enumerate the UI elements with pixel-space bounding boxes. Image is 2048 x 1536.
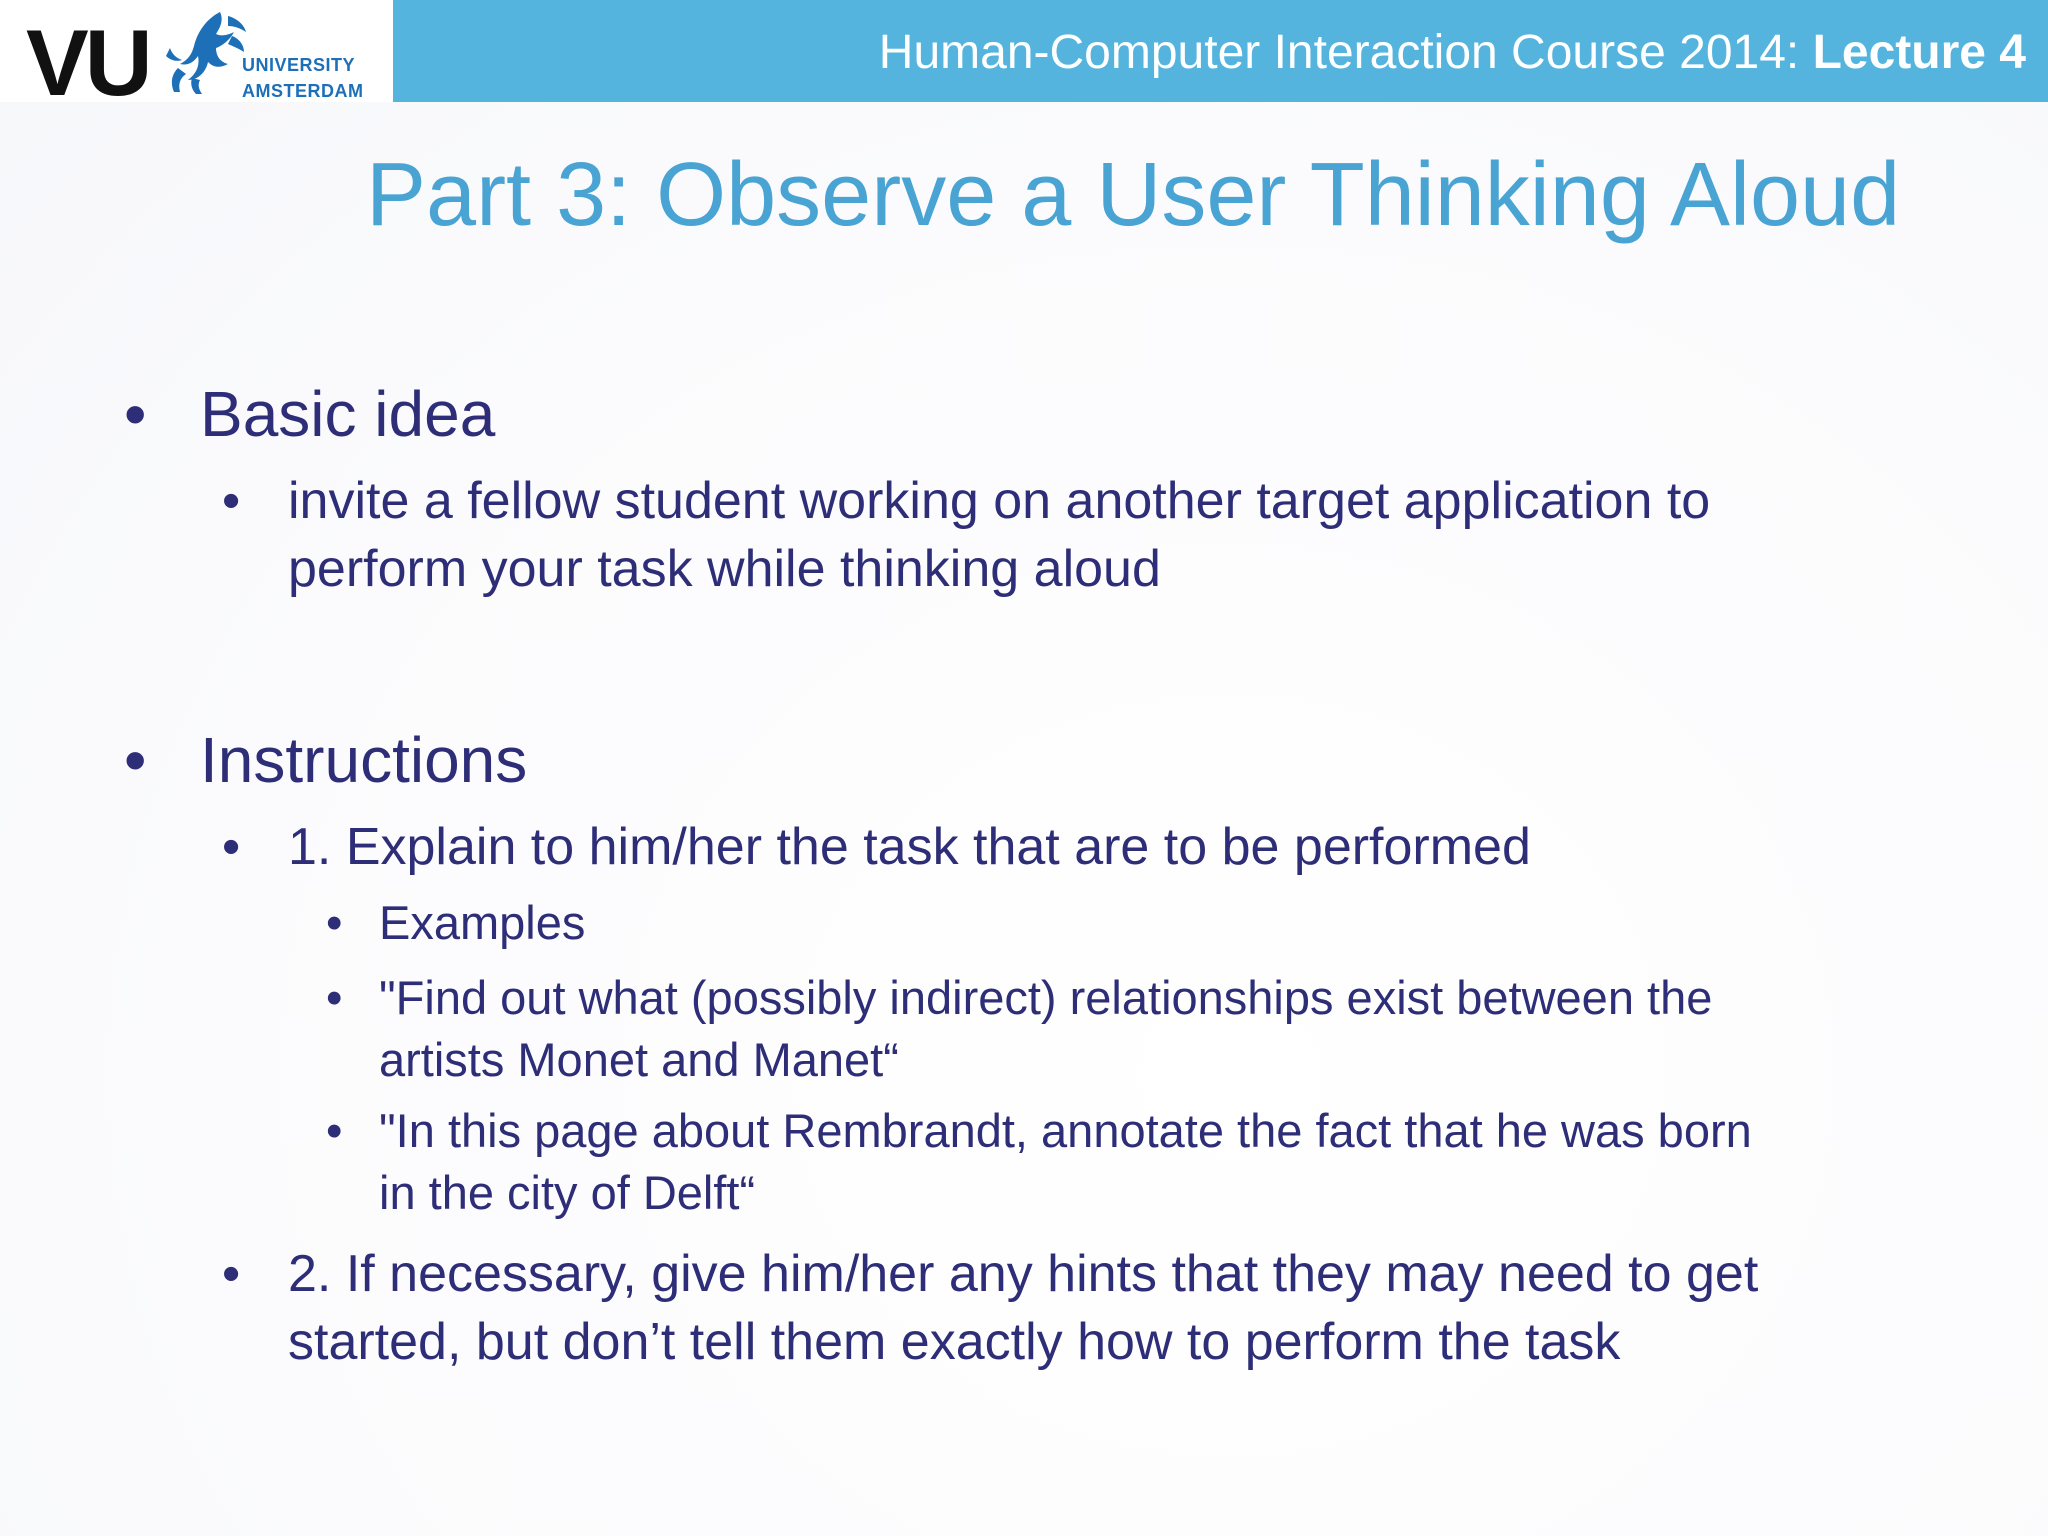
section-heading-instructions: Instructions xyxy=(200,724,528,796)
section-heading-basic-idea: Basic idea xyxy=(200,378,496,450)
bullet-icon: • xyxy=(222,472,241,530)
bullet-icon: • xyxy=(124,378,147,450)
bullet-icon: • xyxy=(222,1245,241,1303)
example-1-line-1: "Find out what (possibly indirect) relationships exist between the xyxy=(379,971,1713,1024)
instruction-1: 1. Explain to him/her the task that are to be performed xyxy=(288,818,1531,876)
logo-line-amsterdam: AMSTERDAM xyxy=(242,81,364,101)
example-2-line-2: in the city of Delft“ xyxy=(379,1166,756,1219)
instruction-2-line-2: started, but don’t tell them exactly how to perform the task xyxy=(288,1313,1621,1371)
course-name: Human-Computer Interaction Course 2014: xyxy=(878,26,1813,79)
bullet-icon: • xyxy=(124,724,147,796)
logo-line-university: UNIVERSITY xyxy=(242,55,356,75)
slide-title: Part 3: Observe a User Thinking Aloud xyxy=(366,145,1901,245)
example-2-line-1: "In this page about Rembrandt, annotate the fact that he was born xyxy=(379,1104,1752,1157)
bullet-icon: • xyxy=(222,818,241,876)
logo-vu-text: VU xyxy=(26,10,149,115)
bullet-icon: • xyxy=(326,971,343,1024)
example-heading: Examples xyxy=(379,896,586,949)
bullet-icon: • xyxy=(326,896,343,949)
basic-idea-line-2: perform your task while thinking aloud xyxy=(288,540,1161,598)
lecture-label: Lecture 4 xyxy=(1812,26,2026,79)
bullet-icon: • xyxy=(326,1104,343,1157)
instruction-2-line-1: 2. If necessary, give him/her any hints that they may need to get xyxy=(288,1245,1759,1303)
example-1-line-2: artists Monet and Manet“ xyxy=(379,1033,899,1086)
basic-idea-line-1: invite a fellow student working on another target application to xyxy=(288,472,1711,530)
